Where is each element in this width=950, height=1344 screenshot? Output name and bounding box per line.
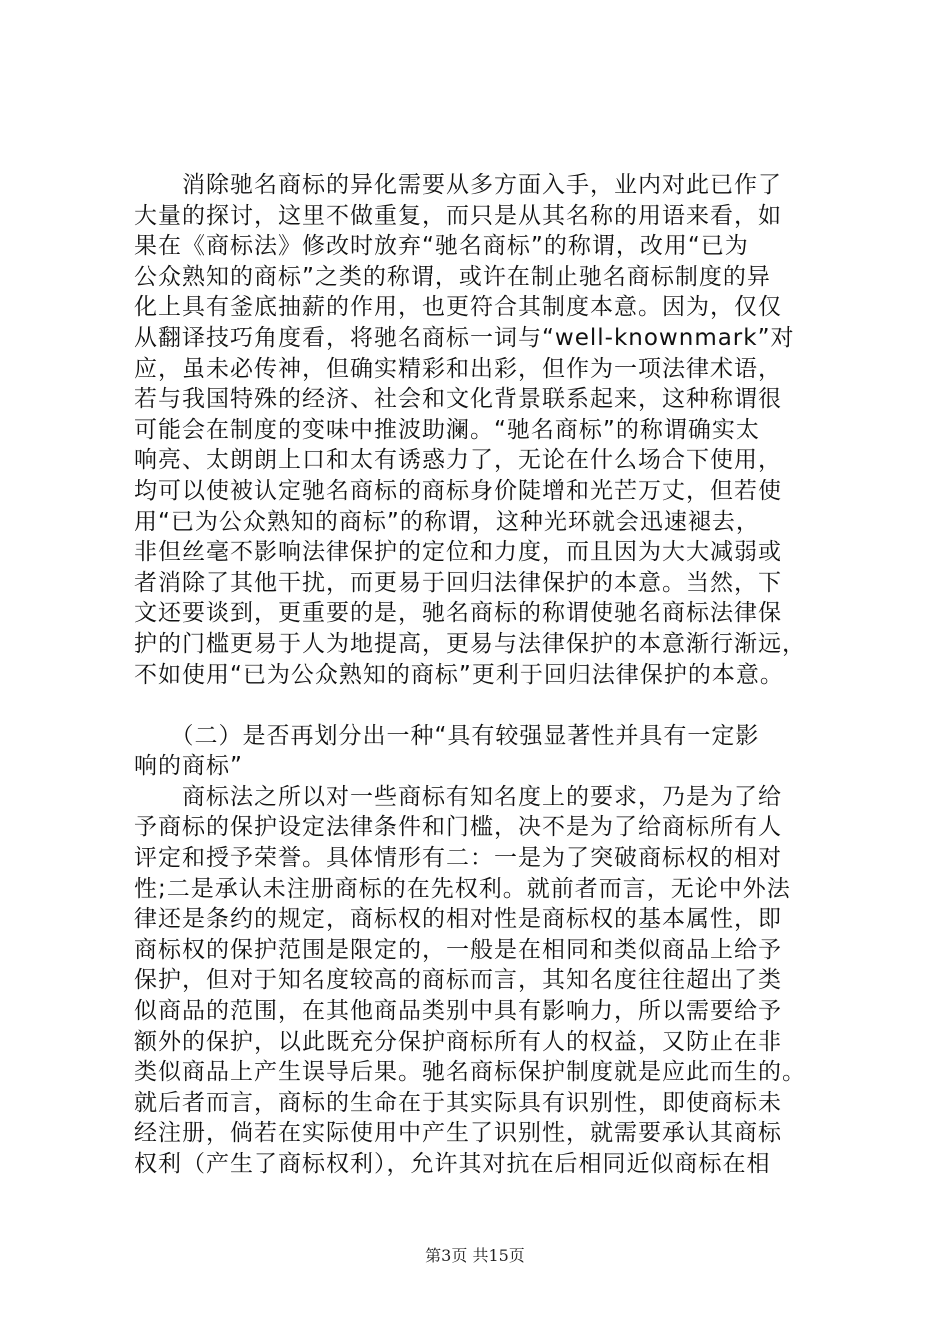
text-line: 均可以使被认定驰名商标的商标身价陡增和光芒万丈，但若使 — [134, 477, 782, 504]
text-line: 额外的保护，以此既充分保护商标所有人的权益，又防止在非 — [134, 1028, 782, 1055]
text-line: 不如使用“已为公众熟知的商标”更利于回归法律保护的本意。 — [134, 661, 784, 688]
text-line: 可能会在制度的变味中推波助澜。“驰名商标”的称谓确实太 — [134, 416, 760, 443]
text-line: 经注册，倘若在实际使用中产生了识别性，就需要承认其商标 — [134, 1120, 782, 1147]
text-line: 若与我国特殊的经济、社会和文化背景联系起来，这种称谓很 — [134, 386, 782, 413]
text-line: 类似商品上产生误导后果。驰名商标保护制度就是应此而生的。 — [134, 1059, 806, 1086]
text-line: 从翻译技巧角度看，将驰名商标一词与“well-knownmark”对 — [134, 324, 795, 351]
text-line: 者消除了其他干扰，而更易于回归法律保护的本意。当然，下 — [134, 569, 782, 596]
text-line: （二）是否再划分出一种“具有较强显著性并具有一定影 — [134, 722, 760, 749]
text-line: 文还要谈到，更重要的是，驰名商标的称谓使驰名商标法律保 — [134, 600, 782, 627]
text-line: 非但丝毫不影响法律保护的定位和力度，而且因为大大减弱或 — [134, 539, 782, 566]
text-line: 权利（产生了商标权利），允许其对抗在后相同近似商标在相 — [134, 1151, 771, 1177]
paragraph-2 — [134, 782, 834, 1180]
text-line: 大量的探讨，这里不做重复，而只是从其名称的用语来看，如 — [134, 202, 782, 229]
text-line: 律还是条约的规定，商标权的相对性是商标权的基本属性，即 — [134, 906, 782, 933]
text-line: 用“已为公众熟知的商标”的称谓，这种光环就会迅速褪去， — [134, 508, 760, 535]
text-line: 予商标的保护设定法律条件和门槛，决不是为了给商标所有人 — [134, 814, 782, 841]
text-line: 响亮、太朗朗上口和太有诱惑力了，无论在什么场合下使用， — [134, 447, 782, 474]
text-line: 护的门槛更易于人为地提高，更易与法律保护的本意渐行渐远， — [134, 630, 806, 657]
text-line: 似商品的范围，在其他商品类别中具有影响力，所以需要给予 — [134, 998, 782, 1025]
text-line: 公众熟知的商标”之类的称谓，或许在制止驰名商标制度的异 — [134, 263, 771, 290]
text-line: 评定和授予荣誉。具体情形有二：一是为了突破商标权的相对 — [134, 845, 782, 872]
paragraph-1 — [134, 170, 834, 690]
text-line: 商标权的保护范围是限定的，一般是在相同和类似商品上给予 — [134, 936, 782, 963]
section-heading — [134, 721, 834, 782]
text-line: 化上具有釜底抽薪的作用，也更符合其制度本意。因为，仅仅 — [134, 294, 782, 321]
text-line: 消除驰名商标的异化需要从多方面入手，业内对此已作了 — [134, 172, 782, 198]
page-footer: 第3页 共15页 — [425, 1246, 525, 1265]
document-body — [134, 170, 834, 1180]
text-line: 性;二是承认未注册商标的在先权利。就前者而言，无论中外法 — [134, 875, 791, 902]
paragraph-gap — [134, 690, 834, 721]
text-line: 响的商标” — [134, 753, 243, 780]
text-line: 应，虽未必传神，但确实精彩和出彩，但作为一项法律术语， — [134, 355, 782, 382]
text-line: 商标法之所以对一些商标有知名度上的要求，乃是为了给 — [134, 783, 782, 810]
text-line: 果在《商标法》修改时放弃“驰名商标”的称谓，改用“已为 — [134, 233, 749, 260]
text-line: 就后者而言，商标的生命在于其实际具有识别性，即使商标未 — [134, 1089, 782, 1116]
text-line: 保护，但对于知名度较高的商标而言，其知名度往往超出了类 — [134, 967, 782, 994]
